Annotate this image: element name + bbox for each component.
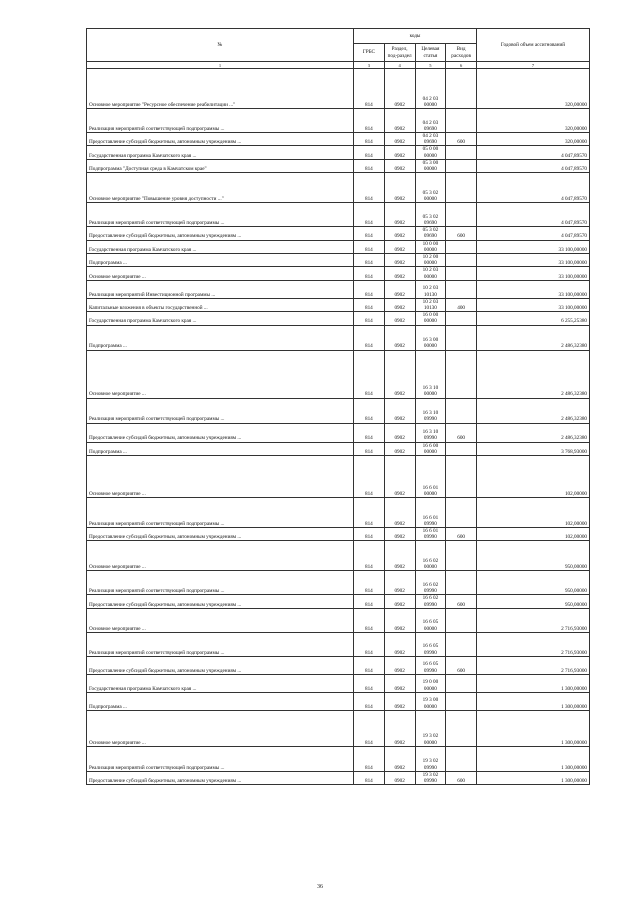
page-number: 36 [317, 884, 323, 890]
row-celevaya-statya: 05 3 02 09690 [415, 227, 446, 240]
row-grbs: 814 [354, 173, 385, 203]
row-celevaya-statya: 16 3 00 00000 [415, 325, 446, 350]
row-razdel: 0902 [384, 541, 415, 571]
row-vid-rashodov [446, 254, 477, 267]
row-vid-rashodov [446, 632, 477, 656]
table-row [87, 109, 590, 133]
row-grbs: 814 [354, 133, 385, 146]
table-row [87, 312, 590, 325]
row-razdel: 0902 [384, 159, 415, 172]
row-celevaya-statya: 04 2 03 09690 [415, 109, 446, 133]
row-razdel: 0902 [384, 595, 415, 608]
row-grbs: 814 [354, 456, 385, 498]
row-vid-rashodov [446, 240, 477, 253]
row-vid-rashodov [446, 398, 477, 423]
row-vid-rashodov [446, 109, 477, 133]
row-grbs: 814 [354, 240, 385, 253]
row-vid-rashodov: 600 [446, 595, 477, 608]
row-celevaya-statya: 16 3 10 09990 [415, 398, 446, 423]
row-celevaya-statya: 19 3 02 09990 [415, 746, 446, 771]
row-grbs: 814 [354, 746, 385, 771]
row-celevaya-statya: 10 0 00 00000 [415, 240, 446, 253]
row-grbs: 814 [354, 146, 385, 159]
row-vid-rashodov [446, 312, 477, 325]
table-row [87, 710, 590, 746]
row-grbs: 814 [354, 692, 385, 710]
table-row [87, 159, 590, 172]
row-razdel: 0902 [384, 423, 415, 442]
row-grbs: 814 [354, 267, 385, 280]
row-amount: 2 486,32380 [477, 398, 590, 423]
column-number: 1 [87, 62, 354, 69]
table-row [87, 674, 590, 692]
row-razdel: 0902 [384, 771, 415, 784]
row-name: Основное мероприятие ... [87, 456, 354, 498]
row-razdel: 0902 [384, 528, 415, 541]
row-razdel: 0902 [384, 608, 415, 632]
row-grbs: 814 [354, 109, 385, 133]
row-razdel: 0902 [384, 203, 415, 227]
header-celevaya-statya: Целевая статья [415, 44, 446, 62]
row-vid-rashodov [446, 325, 477, 350]
row-vid-rashodov [446, 146, 477, 159]
row-vid-rashodov [446, 280, 477, 298]
row-name: Предоставление субсидий бюджетным, автономным учреждениям ... [87, 528, 354, 541]
row-name: Предоставление субсидий бюджетным, автономным учреждениям ... [87, 771, 354, 784]
table-row [87, 254, 590, 267]
row-name: Основное мероприятие ... [87, 541, 354, 571]
row-vid-rashodov [446, 692, 477, 710]
row-name: Подпрограмма "Доступная среда в Камчатском крае" [87, 159, 354, 172]
row-celevaya-statya: 19 3 02 09990 [415, 771, 446, 784]
row-amount: 2 716,93000 [477, 632, 590, 656]
row-grbs: 814 [354, 608, 385, 632]
row-celevaya-statya: 16 6 05 00000 [415, 608, 446, 632]
row-razdel: 0902 [384, 692, 415, 710]
header-number: № [87, 29, 354, 62]
row-grbs: 814 [354, 280, 385, 298]
row-razdel: 0902 [384, 571, 415, 595]
row-vid-rashodov [446, 267, 477, 280]
row-vid-rashodov: 600 [446, 227, 477, 240]
row-name: Реализация мероприятий соответствующей подпрограммы ... [87, 571, 354, 595]
row-grbs: 814 [354, 69, 385, 109]
row-amount: 6 255,25380 [477, 312, 590, 325]
table-row [87, 498, 590, 528]
row-grbs: 814 [354, 325, 385, 350]
row-celevaya-statya: 05 3 02 09690 [415, 203, 446, 227]
row-celevaya-statya: 05 3 02 00000 [415, 173, 446, 203]
row-grbs: 814 [354, 203, 385, 227]
row-grbs: 814 [354, 656, 385, 674]
row-razdel: 0902 [384, 267, 415, 280]
row-amount: 1 300,00000 [477, 692, 590, 710]
row-vid-rashodov [446, 498, 477, 528]
row-vid-rashodov: 600 [446, 423, 477, 442]
table-row [87, 173, 590, 203]
table-row [87, 656, 590, 674]
row-amount: 1 300,00000 [477, 674, 590, 692]
row-grbs: 814 [354, 254, 385, 267]
row-razdel: 0902 [384, 298, 415, 311]
row-vid-rashodov [446, 710, 477, 746]
row-grbs: 814 [354, 350, 385, 398]
row-celevaya-statya: 16 3 10 09990 [415, 423, 446, 442]
row-amount: 2 716,93000 [477, 656, 590, 674]
row-name: Государственная программа Камчатского края ... [87, 674, 354, 692]
row-amount: 33 100,00000 [477, 280, 590, 298]
table-body [87, 69, 590, 785]
table-row [87, 240, 590, 253]
row-name: Реализация мероприятий Инвестиционной программы ... [87, 280, 354, 298]
row-name: Основное мероприятие ... [87, 350, 354, 398]
row-celevaya-statya: 19 3 00 00000 [415, 692, 446, 710]
row-grbs: 814 [354, 595, 385, 608]
row-amount: 4 047,89570 [477, 203, 590, 227]
row-grbs: 814 [354, 632, 385, 656]
table-row [87, 771, 590, 784]
row-name: Реализация мероприятий соответствующей подпрограммы ... [87, 498, 354, 528]
table-row [87, 69, 590, 109]
row-name: Государственная программа Камчатского края ... [87, 146, 354, 159]
row-celevaya-statya: 04 2 03 00000 [415, 69, 446, 109]
row-amount: 102,00000 [477, 528, 590, 541]
row-grbs: 814 [354, 571, 385, 595]
row-razdel: 0902 [384, 240, 415, 253]
row-razdel: 0902 [384, 227, 415, 240]
row-name: Основное мероприятие ... [87, 267, 354, 280]
row-grbs: 814 [354, 710, 385, 746]
table-row [87, 280, 590, 298]
row-celevaya-statya: 10 2 00 00000 [415, 254, 446, 267]
table-row [87, 227, 590, 240]
row-vid-rashodov: 600 [446, 528, 477, 541]
row-vid-rashodov [446, 159, 477, 172]
row-name: Предоставление субсидий бюджетным, автономным учреждениям ... [87, 423, 354, 442]
row-grbs: 814 [354, 423, 385, 442]
row-razdel: 0902 [384, 325, 415, 350]
row-amount: 320,00000 [477, 69, 590, 109]
table-row [87, 203, 590, 227]
row-vid-rashodov [446, 674, 477, 692]
row-vid-rashodov [446, 442, 477, 455]
row-razdel: 0902 [384, 656, 415, 674]
row-razdel: 0902 [384, 398, 415, 423]
header-vid-rashodov: Вид расходов [446, 44, 477, 62]
row-celevaya-statya: 16 6 02 09990 [415, 571, 446, 595]
row-name: Предоставление субсидий бюджетным, автономным учреждениям ... [87, 595, 354, 608]
row-razdel: 0902 [384, 456, 415, 498]
row-amount: 4 047,89570 [477, 173, 590, 203]
row-amount: 950,00000 [477, 541, 590, 571]
table-row [87, 595, 590, 608]
row-amount: 33 100,00000 [477, 240, 590, 253]
row-razdel: 0902 [384, 498, 415, 528]
table-row [87, 133, 590, 146]
row-grbs: 814 [354, 298, 385, 311]
row-name: Подпрограмма ... [87, 692, 354, 710]
row-vid-rashodov: 600 [446, 133, 477, 146]
row-vid-rashodov [446, 571, 477, 595]
table-row [87, 692, 590, 710]
row-vid-rashodov: 600 [446, 656, 477, 674]
header-annual-amount: Годовой объем ассигнований [477, 29, 590, 62]
row-amount: 2 486,32380 [477, 423, 590, 442]
row-grbs: 814 [354, 159, 385, 172]
row-name: Предоставление субсидий бюджетным, автономным учреждениям ... [87, 656, 354, 674]
row-grbs: 814 [354, 771, 385, 784]
row-name: Подпрограмма ... [87, 325, 354, 350]
row-name: Подпрограмма ... [87, 254, 354, 267]
row-name: Реализация мероприятий соответствующей подпрограммы ... [87, 398, 354, 423]
row-razdel: 0902 [384, 746, 415, 771]
table-row [87, 423, 590, 442]
row-celevaya-statya: 16 0 00 00000 [415, 312, 446, 325]
table-row [87, 571, 590, 595]
table-row [87, 298, 590, 311]
row-razdel: 0902 [384, 109, 415, 133]
table-row [87, 528, 590, 541]
table-row [87, 398, 590, 423]
row-grbs: 814 [354, 528, 385, 541]
row-razdel: 0902 [384, 442, 415, 455]
row-razdel: 0902 [384, 254, 415, 267]
row-celevaya-statya: 05 3 00 00000 [415, 159, 446, 172]
row-celevaya-statya: 04 2 03 09690 [415, 133, 446, 146]
column-number: 6 [446, 62, 477, 69]
row-celevaya-statya: 10 2 03 10130 [415, 298, 446, 311]
header-grbs: ГРБС [354, 44, 385, 62]
row-razdel: 0902 [384, 312, 415, 325]
row-grbs: 814 [354, 312, 385, 325]
row-razdel: 0902 [384, 280, 415, 298]
table-row [87, 350, 590, 398]
row-name: Государственная программа Камчатского края ... [87, 240, 354, 253]
row-razdel: 0902 [384, 69, 415, 109]
row-name: Основное мероприятие "Повышение уровня доступности ..." [87, 173, 354, 203]
row-name: Реализация мероприятий соответствующей подпрограммы ... [87, 632, 354, 656]
row-vid-rashodov [446, 456, 477, 498]
row-amount: 320,00000 [477, 109, 590, 133]
row-amount: 320,00000 [477, 133, 590, 146]
table-row [87, 442, 590, 455]
row-razdel: 0902 [384, 674, 415, 692]
row-celevaya-statya: 16 6 01 09990 [415, 498, 446, 528]
row-celevaya-statya: 19 3 02 00000 [415, 710, 446, 746]
row-name: Подпрограмма ... [87, 442, 354, 455]
row-vid-rashodov: 600 [446, 771, 477, 784]
row-vid-rashodov [446, 69, 477, 109]
row-celevaya-statya: 16 6 02 09990 [415, 595, 446, 608]
table-row [87, 632, 590, 656]
table-row [87, 325, 590, 350]
table-row [87, 146, 590, 159]
row-vid-rashodov [446, 203, 477, 227]
budget-table [86, 28, 590, 785]
row-celevaya-statya: 16 6 00 00000 [415, 442, 446, 455]
row-name: Государственная программа Камчатского края ... [87, 312, 354, 325]
row-grbs: 814 [354, 227, 385, 240]
row-celevaya-statya: 16 6 02 00000 [415, 541, 446, 571]
row-amount: 3 768,93000 [477, 442, 590, 455]
row-vid-rashodov [446, 173, 477, 203]
row-name: Предоставление субсидий бюджетным, автономным учреждениям ... [87, 133, 354, 146]
header-razdel: Раздел, под-раздел [384, 44, 415, 62]
row-amount: 1 300,00000 [477, 710, 590, 746]
table-row [87, 456, 590, 498]
row-name: Основное мероприятие ... [87, 608, 354, 632]
column-number: 4 [384, 62, 415, 69]
row-vid-rashodov [446, 746, 477, 771]
table-row [87, 746, 590, 771]
row-amount: 102,00000 [477, 498, 590, 528]
row-amount: 1 300,00000 [477, 771, 590, 784]
row-razdel: 0902 [384, 710, 415, 746]
header-codes: коды [354, 29, 477, 44]
row-name: Капитальные вложения в объекты государственной ... [87, 298, 354, 311]
row-vid-rashodov [446, 350, 477, 398]
row-celevaya-statya: 16 3 10 00000 [415, 350, 446, 398]
column-number-row [87, 62, 590, 69]
row-amount: 33 100,00000 [477, 267, 590, 280]
row-razdel: 0902 [384, 350, 415, 398]
column-number: 7 [477, 62, 590, 69]
table-header-row [87, 29, 590, 44]
row-celevaya-statya: 16 6 01 00000 [415, 456, 446, 498]
row-razdel: 0902 [384, 632, 415, 656]
row-grbs: 814 [354, 541, 385, 571]
row-celevaya-statya: 19 0 00 00000 [415, 674, 446, 692]
row-name: Реализация мероприятий соответствующей подпрограммы ... [87, 203, 354, 227]
row-amount: 2 486,32380 [477, 325, 590, 350]
row-amount: 102,00000 [477, 456, 590, 498]
table-row [87, 541, 590, 571]
row-grbs: 814 [354, 674, 385, 692]
column-number: 3 [354, 62, 385, 69]
row-amount: 33 100,00000 [477, 254, 590, 267]
table-row [87, 608, 590, 632]
row-amount: 2 716,93000 [477, 608, 590, 632]
row-name: Предоставление субсидий бюджетным, автономным учреждениям ... [87, 227, 354, 240]
row-amount: 4 047,89570 [477, 146, 590, 159]
row-amount: 950,00000 [477, 595, 590, 608]
row-razdel: 0902 [384, 173, 415, 203]
row-name: Основное мероприятие ... [87, 710, 354, 746]
row-amount: 4 047,89570 [477, 227, 590, 240]
row-amount: 33 100,00000 [477, 298, 590, 311]
row-amount: 4 047,89570 [477, 159, 590, 172]
row-celevaya-statya: 10 2 03 10130 [415, 280, 446, 298]
row-name: Реализация мероприятий соответствующей подпрограммы ... [87, 746, 354, 771]
row-celevaya-statya: 16 6 05 09990 [415, 656, 446, 674]
row-vid-rashodov: 400 [446, 298, 477, 311]
row-amount: 2 486,32380 [477, 350, 590, 398]
table-row [87, 267, 590, 280]
row-vid-rashodov [446, 608, 477, 632]
row-celevaya-statya: 16 6 05 09990 [415, 632, 446, 656]
row-name: Реализация мероприятий соответствующей подпрограммы ... [87, 109, 354, 133]
row-vid-rashodov [446, 541, 477, 571]
row-grbs: 814 [354, 442, 385, 455]
row-grbs: 814 [354, 398, 385, 423]
row-amount: 1 300,00000 [477, 746, 590, 771]
row-celevaya-statya: 10 2 03 00000 [415, 267, 446, 280]
row-amount: 950,00000 [477, 571, 590, 595]
row-celevaya-statya: 16 6 01 09990 [415, 528, 446, 541]
row-name: Основное мероприятие "Ресурсное обеспечение реабилитации ..." [87, 69, 354, 109]
row-razdel: 0902 [384, 146, 415, 159]
row-grbs: 814 [354, 498, 385, 528]
row-razdel: 0902 [384, 133, 415, 146]
column-number: 5 [415, 62, 446, 69]
row-celevaya-statya: 05 0 00 00000 [415, 146, 446, 159]
